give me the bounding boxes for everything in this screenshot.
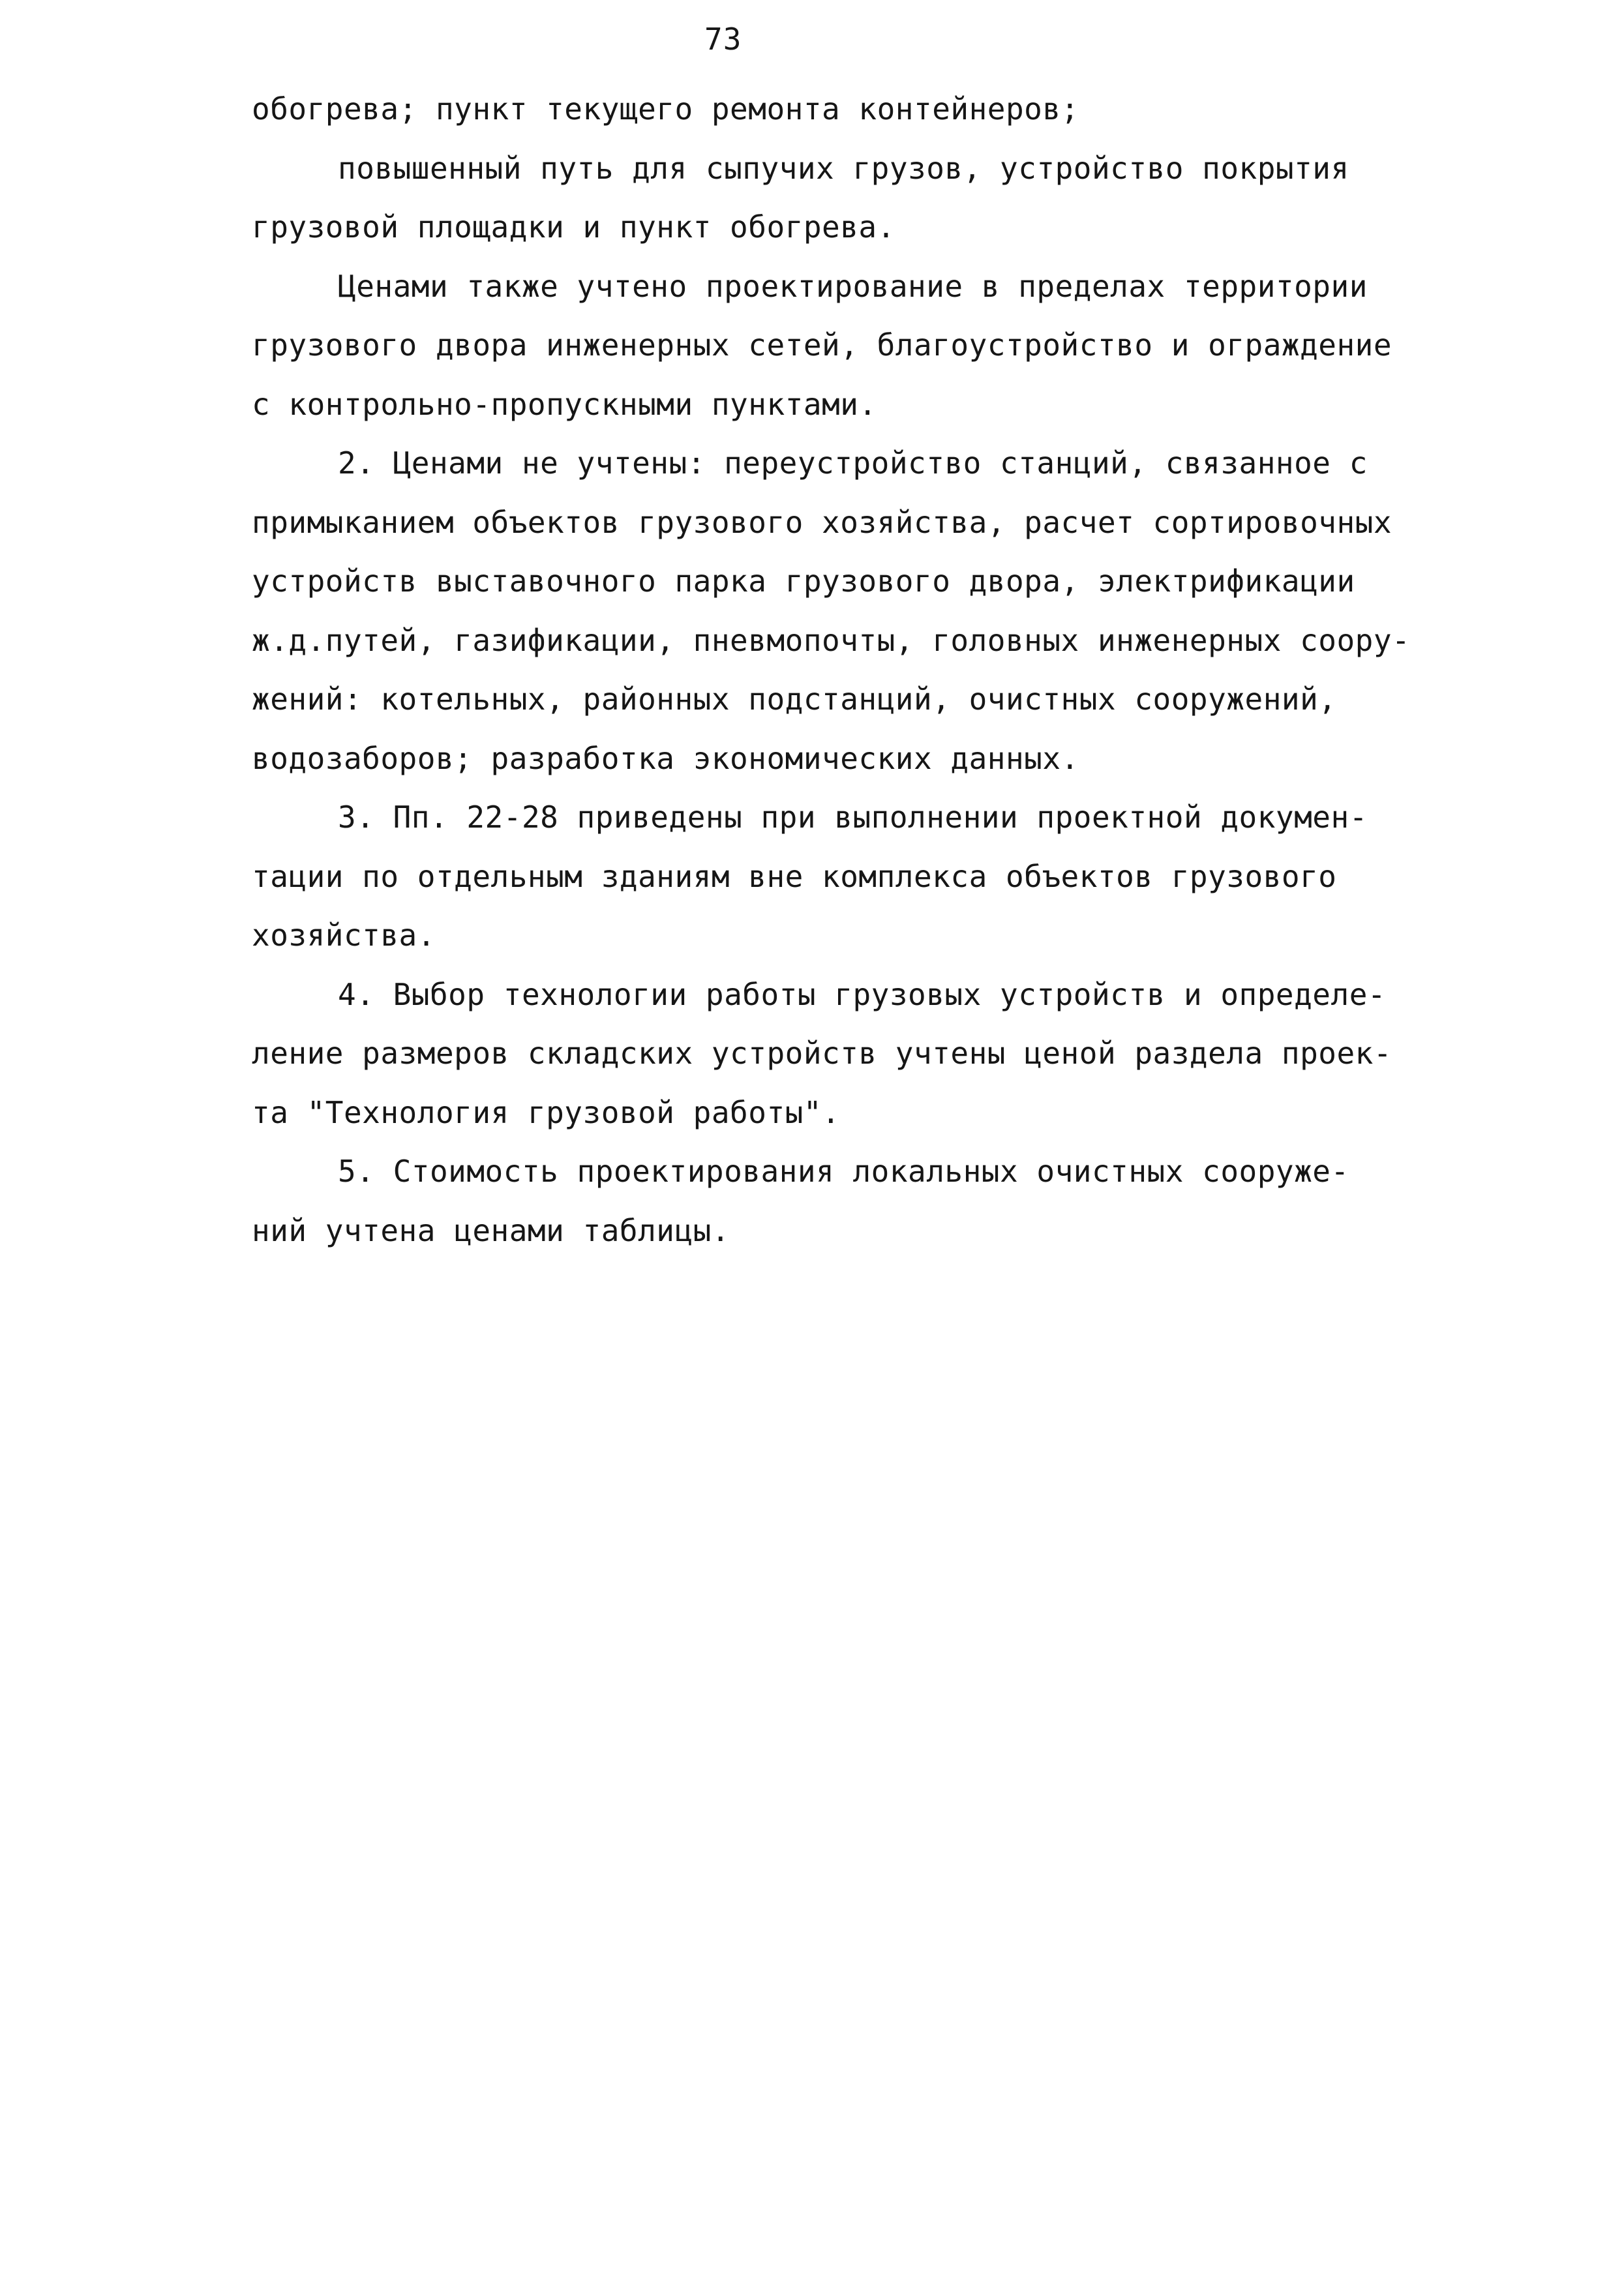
text-line: Ценами также учтено проектирование в пределах территории: [338, 268, 1368, 304]
text-line: с контрольно-пропускными пунктами.: [252, 386, 877, 422]
text-line: хозяйства.: [252, 918, 436, 953]
text-line: водозаборов; разработка экономических данных.: [252, 740, 1079, 776]
text-line: примыканием объектов грузового хозяйства, расчет сортировочных: [252, 504, 1392, 540]
text-line: тации по отдельным зданиям вне комплекса объектов грузового: [252, 858, 1337, 894]
text-line: ж.д.путей, газификации, пневмопочты, головных инженерных соору-: [252, 622, 1411, 658]
text-line: грузового двора инженерных сетей, благоустройство и ограждение: [252, 327, 1392, 363]
text-line: жений: котельных, районных подстанций, очистных сооружений,: [252, 681, 1337, 717]
document-text-body: [252, 80, 1411, 1260]
text-line: 5. Стоимость проектирования локальных очистных сооруже-: [338, 1154, 1349, 1189]
text-line: ний учтена ценами таблицы.: [252, 1212, 730, 1248]
text-line: повышенный путь для сыпучих грузов, устройство покрытия: [338, 150, 1349, 186]
text-line: ление размеров складских устройств учтены ценой раздела проек-: [252, 1036, 1392, 1071]
text-line: 2. Ценами не учтены: переустройство станций, связанное с: [338, 445, 1368, 481]
text-line: устройств выставочного парка грузового двора, электрификации: [252, 563, 1355, 599]
page-number: 73: [704, 22, 742, 57]
text-line: та "Технология грузовой работы".: [252, 1094, 841, 1130]
text-line: обогрева; пункт текущего ремонта контейнеров;: [252, 91, 1079, 127]
text-line: грузовой площадки и пункт обогрева.: [252, 209, 895, 245]
text-line: 4. Выбор технологии работы грузовых устройств и определе-: [338, 976, 1387, 1012]
text-line: 3. Пп. 22-28 приведены при выполнении проектной докумен-: [338, 800, 1368, 835]
